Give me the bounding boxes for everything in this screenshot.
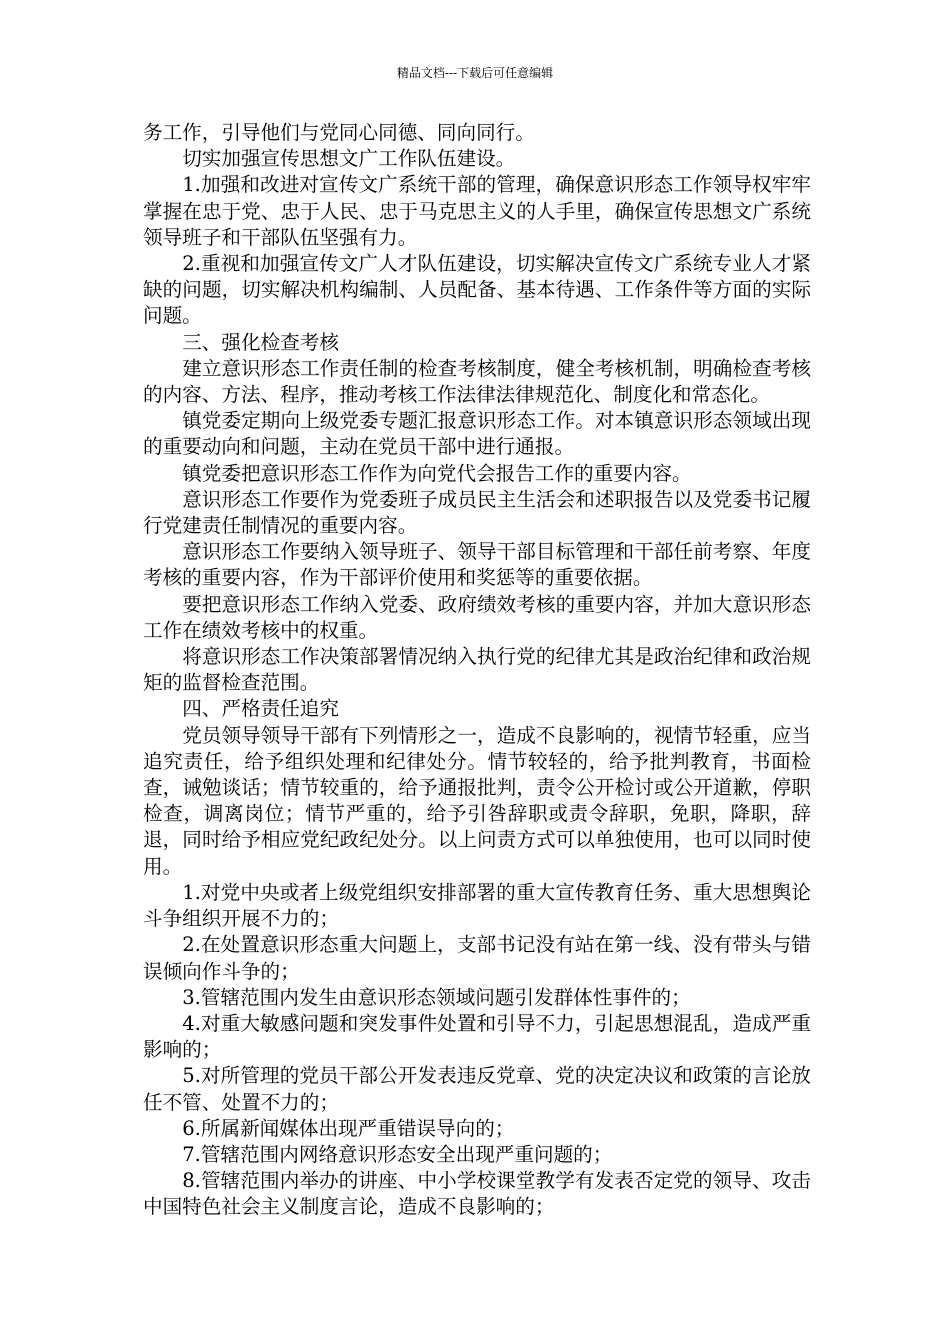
list-item: 1.对党中央或者上级党组织安排部署的重大宣传教育任务、重大思想舆论斗争组织开展不力的； xyxy=(143,880,811,931)
paragraph: 切实加强宣传思想文广工作队伍建设。 xyxy=(182,147,516,171)
list-item: 6.所属新闻媒体出现严重错误导向的； xyxy=(182,1116,515,1140)
paragraph: 务工作，引导他们与党同心同德、同向同行。 xyxy=(143,121,535,144)
list-item: 8.管辖范围内举办的讲座、中小学校课堂教学有发表否定党的领导、攻击中国特色社会主义制度言论，造成不良影响的； xyxy=(143,1169,811,1219)
paragraph: 党员领导领导干部有下列情形之一，造成不良影响的，视情节轻重，应当追究责任，给予组织处理和纪律处分。情节较轻的，给予批判教育，书面检查，诫勉谈话；情节较重的，给予通报批判，责令公开检讨或公开道歉，停职检查，调离岗位；情节严重的，给予引咎辞职或责令辞职，免职，降职，辞退，同时给予相应党纪政纪处分。以上问责方式可以单独使用，也可以同时使用。 xyxy=(143,723,811,878)
list-item: 4.对重大敏感问题和突发事件处置和引导不力，引起思想混乱，造成严重影响的； xyxy=(143,1011,811,1062)
list-item: 3.管辖范围内发生由意识形态领域问题引发群体性事件的； xyxy=(182,985,691,1009)
paragraph: 2.重视和加强宣传文广人才队伍建设，切实解决宣传文广系统专业人才紧缺的问题，切实解决机构编制、人员配备、基本待遇、工作条件等方面的实际问题。 xyxy=(143,252,811,328)
paragraph: 镇党委定期向上级党委专题汇报意识形态工作。对本镇意识形态领域出现的重要动向和问题，主动在党员干部中进行通报。 xyxy=(143,409,811,459)
paragraph: 1.加强和改进对宣传文广系统干部的管理，确保意识形态工作领导权牢牢掌握在忠于党、忠于人民、忠于马克思主义的人手里，确保宣传思想文广系统领导班子和干部队伍坚强有力。 xyxy=(143,173,811,249)
paragraph: 意识形态工作要纳入领导班子、领导干部目标管理和干部任前考察、年度考核的重要内容，作为干部评价使用和奖惩等的重要依据。 xyxy=(143,540,811,590)
page-header: 精品文档---下载后可任意编辑 xyxy=(396,66,554,80)
list-item: 5.对所管理的党员干部公开发表违反党章、党的决定决议和政策的言论放任不管、处置不力的； xyxy=(143,1064,811,1114)
paragraph: 建立意识形态工作责任制的检查考核制度，健全考核机制，明确检查考核的内容、方法、程序，推动考核工作法律法律规范化、制度化和常态化。 xyxy=(143,356,811,407)
paragraph: 意识形态工作要作为党委班子成员民主生活会和述职报告以及党委书记履行党建责任制情况的重要内容。 xyxy=(143,487,811,538)
section-heading: 三、强化检查考核 xyxy=(182,330,339,354)
section-heading: 四、严格责任追究 xyxy=(182,697,339,721)
paragraph: 要把意识形态工作纳入党委、政府绩效考核的重要内容，并加大意识形态工作在绩效考核中的权重。 xyxy=(143,592,811,642)
list-item: 2.在处置意识形态重大问题上，支部书记没有站在第一线、没有带头与错误倾向作斗争的； xyxy=(143,933,811,983)
paragraph: 将意识形态工作决策部署情况纳入执行党的纪律尤其是政治纪律和政治规矩的监督检查范围。 xyxy=(143,645,811,695)
list-item: 7.管辖范围内网络意识形态安全出现严重问题的； xyxy=(182,1142,613,1166)
paragraph: 镇党委把意识形态工作作为向党代会报告工作的重要内容。 xyxy=(182,461,692,485)
document-body xyxy=(143,120,811,1221)
